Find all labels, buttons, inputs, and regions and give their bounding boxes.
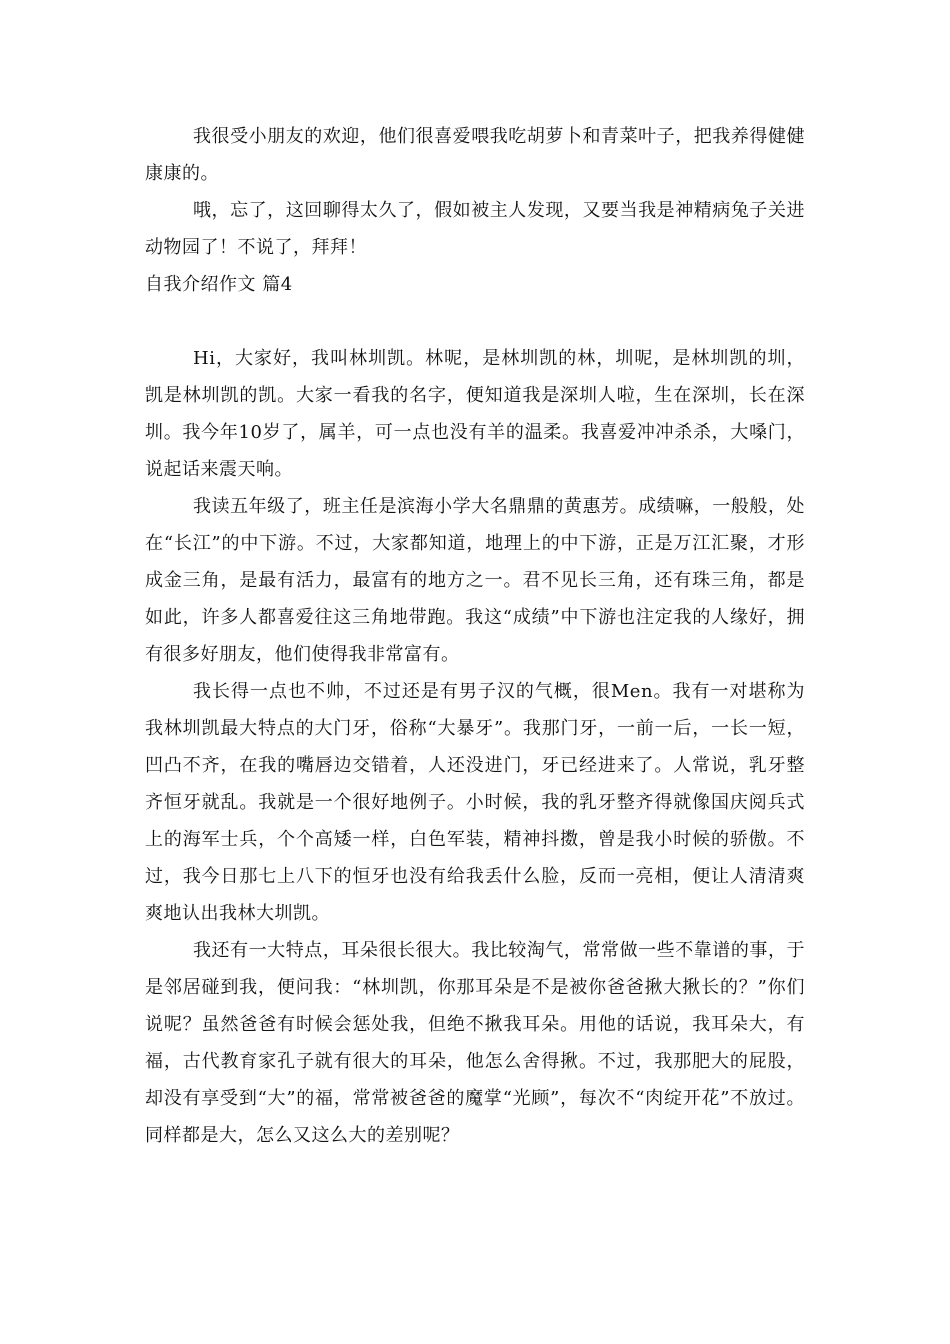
paragraph: 我读五年级了，班主任是滨海小学大名鼎鼎的黄惠芳。成绩嘛，一般般，处在“长江”的中下游。不过，大家都知道，地理上的中下游，正是万江汇聚，才形成金三角，是最有活力，最富有的地方之一。君不见长三角，还有珠三角，都是如此，许多人都喜爱往这三角地带跑。我这“成绩”中下游也注定我的人缘好，拥有很多好朋友，他们使得我非常富有。 [145, 496, 805, 665]
paragraph: Hi，大家好，我叫林圳凯。林呢，是林圳凯的林，圳呢，是林圳凯的圳，凯是林圳凯的凯。大家一看我的名字，便知道我是深圳人啦，生在深圳，长在深圳。我今年10岁了，属羊，可一点也没有羊的温柔。我喜爱冲冲杀杀，大嗓门，说起话来震天响。 [145, 348, 805, 480]
paragraph: 我很受小朋友的欢迎，他们很喜爱喂我吃胡萝卜和青菜叶子，把我养得健健康康的。 [145, 126, 805, 184]
blank-line [145, 303, 805, 340]
paragraph: 我还有一大特点，耳朵很长很大。我比较淘气，常常做一些不靠谱的事，于是邻居碰到我，便问我：“林圳凯，你那耳朵是不是被你爸爸揪大揪长的？”你们说呢？虽然爸爸有时候会惩处我，但绝不揪我耳朵。用他的话说，我耳朵大，有福，古代教育家孔子就有很大的耳朵，他怎么舍得揪。不过，我那肥大的屁股，却没有享受到“大”的福，常常被爸爸的魔掌“光顾”，每次不“肉绽开花”不放过。同样都是大，怎么又这么大的差别呢？ [145, 940, 805, 1146]
paragraph: 哦，忘了，这回聊得太久了，假如被主人发现，又要当我是神精病兔子关进动物园了！不说了，拜拜！ [145, 200, 805, 258]
document-body [145, 118, 805, 1154]
paragraph: 我长得一点也不帅，不过还是有男子汉的气概，很Men。我有一对堪称为我林圳凯最大特点的大门牙，俗称“大暴牙”。我那门牙，一前一后，一长一短，凹凸不齐，在我的嘴唇边交错着，人还没进门，牙已经进来了。人常说，乳牙整齐恒牙就乱。我就是一个很好地例子。小时候，我的乳牙整齐得就像国庆阅兵式上的海军士兵，个个高矮一样，白色军装，精神抖擞，曾是我小时候的骄傲。不过，我今日那七上八下的恒牙也没有给我丢什么脸，反而一亮相，便让人清清爽爽地认出我林大圳凯。 [145, 681, 805, 924]
section-heading: 自我介绍作文 篇4 [145, 274, 293, 295]
